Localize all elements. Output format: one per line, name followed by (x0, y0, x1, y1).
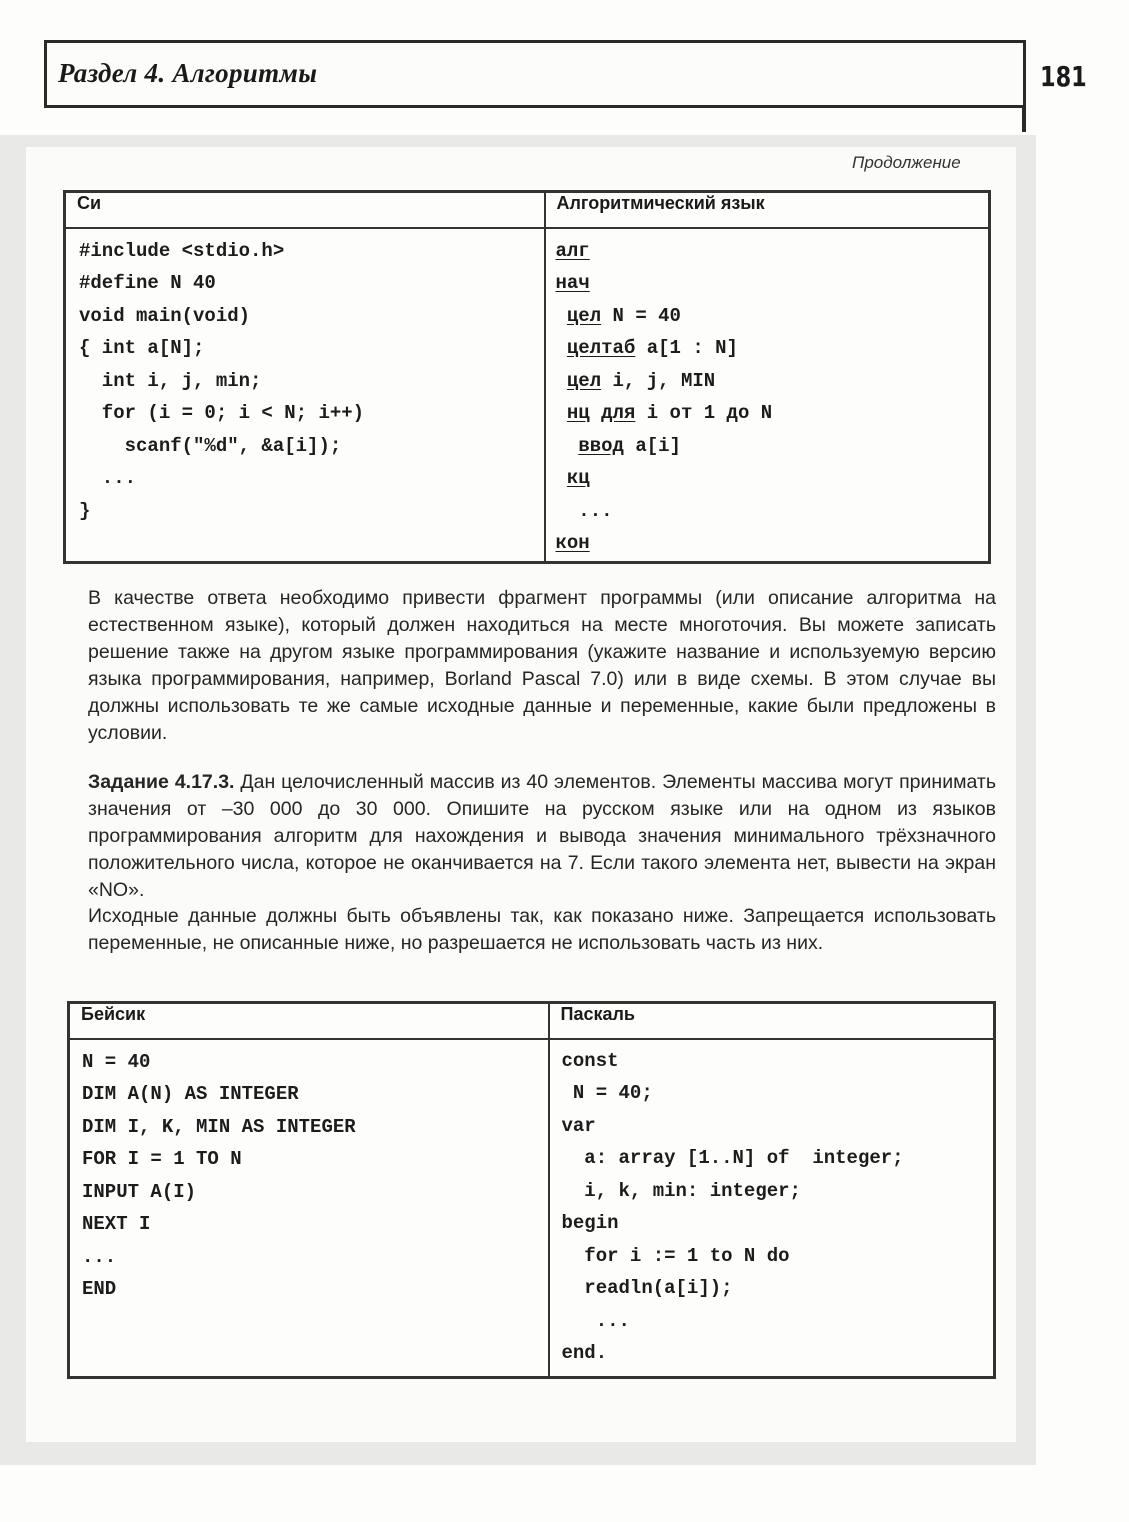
code-cell-basic (69, 1039, 549, 1378)
pascal-code-block (550, 1040, 994, 1370)
header-rule (1022, 108, 1026, 132)
code-token: ... (555, 499, 613, 522)
code-table-c-alg (63, 190, 991, 564)
task-label: Задание 4.17.3. (88, 771, 235, 793)
code-line (556, 300, 989, 333)
basic-code-block (70, 1040, 548, 1306)
code-line: DIM I, K, MIN AS INTEGER (82, 1115, 356, 1138)
code-token: a[1 : N] (635, 337, 738, 359)
code-line (556, 462, 989, 495)
page-margin (1036, 0, 1129, 1522)
code-line: ... (79, 467, 137, 489)
data-declaration-note: Исходные данные должны быть объявлены так, как показано ниже. Запрещается использовать переменные, не описанные ниже, но разрешается не использовать часть из них. (88, 905, 996, 954)
code-line (556, 527, 989, 560)
column-header-basic: Бейсик (69, 1003, 549, 1039)
code-line: { int a[N]; (79, 337, 205, 359)
alg-code-block (546, 229, 989, 560)
section-title: Раздел 4. Алгоритмы (58, 58, 318, 88)
code-cell-alg (545, 228, 990, 563)
column-header-pascal: Паскаль (549, 1003, 995, 1039)
code-line (556, 235, 989, 268)
keyword: нач (555, 272, 590, 294)
code-line: ... (561, 1309, 630, 1332)
code-line: #define N 40 (79, 272, 216, 294)
code-line: begin (561, 1212, 619, 1234)
code-line: i, k, min: integer; (561, 1179, 801, 1202)
code-token (556, 467, 567, 489)
code-line: #include <stdio.h> (79, 239, 285, 262)
code-line: var (561, 1114, 596, 1137)
code-line: NEXT I (82, 1213, 151, 1235)
code-line: N = 40 (82, 1050, 151, 1073)
c-code-block (66, 229, 544, 528)
column-header-c: Си (65, 192, 545, 228)
keyword: ввод (578, 434, 624, 457)
keyword: для (601, 402, 636, 424)
keyword: алг (555, 239, 590, 262)
code-line: for i := 1 to N do (561, 1244, 790, 1267)
answer-instructions: В качестве ответа необходимо привести фрагмент программы (или описание алгоритма на естественном языке), который должен находиться на месте многоточия. Вы можете записать решение также на другом языке программирования (укажите название и используемую версию языка программирования, например, Borland Pascal 7.0) или в виде схемы. В этом случае вы должны использовать те же самые исходные данные и переменные, какие были предложены в условии. (88, 587, 996, 744)
code-line: ... (82, 1245, 117, 1268)
code-token (556, 370, 567, 392)
code-line (556, 495, 989, 528)
keyword: цел (566, 369, 602, 392)
code-line: N = 40; (561, 1082, 653, 1104)
code-line (556, 430, 989, 463)
keyword: нц (566, 402, 590, 424)
code-line: int i, j, min; (79, 369, 262, 392)
code-token: a[i] (623, 434, 681, 457)
code-line: for (i = 0; i < N; i++) (79, 402, 365, 424)
code-line: end. (561, 1342, 608, 1364)
code-line: INPUT A(I) (82, 1180, 197, 1203)
code-line: DIM A(N) AS INTEGER (82, 1083, 299, 1105)
keyword: кц (566, 467, 590, 489)
code-line: FOR I = 1 TO N (82, 1148, 242, 1170)
code-token: i от 1 до N (635, 402, 773, 424)
code-line: scanf("%d", &a[i]); (79, 434, 342, 457)
code-token: N = 40 (601, 304, 681, 327)
page-number: 181 (1040, 60, 1087, 93)
keyword: целтаб (566, 337, 636, 359)
code-line: void main(void) (79, 304, 251, 327)
code-line (556, 332, 989, 365)
column-header-alg: Алгоритмический язык (545, 192, 990, 228)
code-token (556, 305, 567, 327)
code-line: END (82, 1278, 117, 1300)
code-line (556, 365, 989, 398)
code-table-basic-pascal (67, 1001, 996, 1379)
code-token (556, 337, 567, 359)
code-cell-c (65, 228, 545, 563)
code-line (556, 267, 989, 300)
keyword: цел (566, 304, 602, 327)
code-line: } (79, 499, 91, 522)
code-token (556, 402, 567, 424)
task-text: Дан целочисленный массив из 40 элементов. Элементы массива могут принимать значения от –30 000 до 30 000. Опишите на русском языке или на одном из языков программирования алгоритм для нахождения и вывода значения минимального трёхзначного положительного числа, которое не оканчивается на 7. Если такого элемента нет, вывести на экран «NO». (88, 771, 996, 901)
code-cell-pascal (549, 1039, 995, 1378)
code-token (590, 402, 601, 424)
code-line (556, 397, 989, 430)
code-line: const (561, 1049, 619, 1072)
code-line: readln(a[i]); (561, 1277, 733, 1299)
continuation-label: Продолжение (852, 153, 961, 172)
code-line: a: array [1..N] of integer; (561, 1147, 904, 1169)
code-token: i, j, MIN (601, 369, 716, 392)
keyword: кон (555, 532, 590, 554)
code-token (556, 435, 579, 457)
task-4-17-3 (88, 769, 996, 904)
